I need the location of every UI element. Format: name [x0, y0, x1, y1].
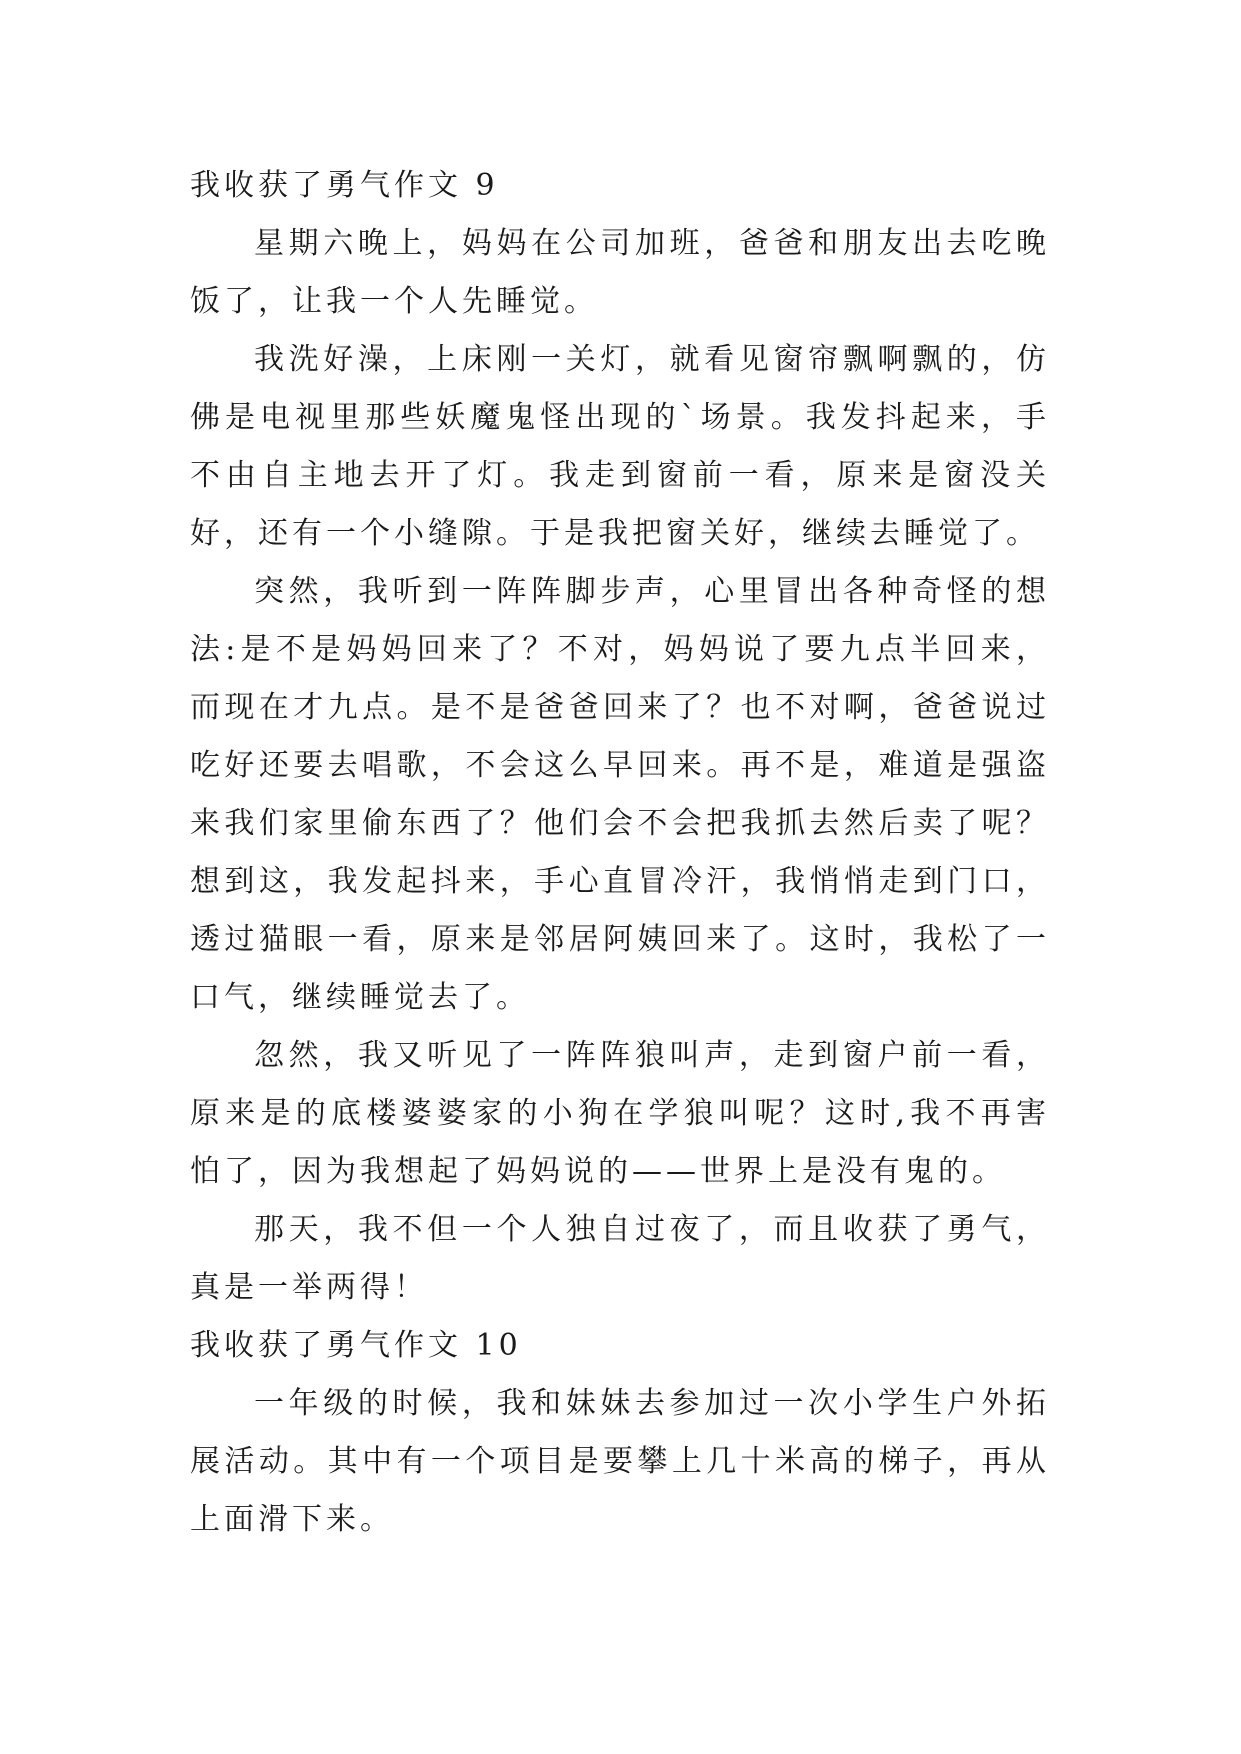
essay-heading: 我收获了勇气作文 9 [190, 168, 499, 203]
essay-heading: 我收获了勇气作文 10 [190, 1328, 522, 1363]
essay-paragraph: 星期六晚上，妈妈在公司加班，爸爸和朋友出去吃晚饭了，让我一个人先睡觉。 [190, 226, 1050, 319]
essay-paragraph: 突然，我听到一阵阵脚步声，心里冒出各种奇怪的想法:是不是妈妈回来了？不对，妈妈说了要九点半回来，而现在才九点。是不是爸爸回来了？也不对啊，爸爸说过吃好还要去唱歌，不会这么早回来。再不是，难道是强盗来我们家里偷东西了？他们会不会把我抓去然后卖了呢？想到这，我发起抖来，手心直冒冷汗，我悄悄走到门口，透过猫眼一看，原来是邻居阿姨回来了。这时，我松了一口气，继续睡觉去了。 [190, 574, 1050, 1015]
essay-paragraph: 忽然，我又听见了一阵阵狼叫声，走到窗户前一看，原来是的底楼婆婆家的小狗在学狼叫呢？这时,我不再害怕了，因为我想起了妈妈说的——世界上是没有鬼的。 [190, 1038, 1050, 1189]
essay-paragraph: 我洗好澡，上床刚一关灯，就看见窗帘飘啊飘的，仿佛是电视里那些妖魔鬼怪出现的`场景。我发抖起来，手不由自主地去开了灯。我走到窗前一看，原来是窗没关好，还有一个小缝隙。于是我把窗关好，继续去睡觉了。 [190, 342, 1050, 551]
essay-paragraph: 一年级的时候，我和妹妹去参加过一次小学生户外拓展活动。其中有一个项目是要攀上几十米高的梯子，再从上面滑下来。 [190, 1386, 1050, 1537]
document-page [190, 157, 1050, 1549]
essay-paragraph: 那天，我不但一个人独自过夜了，而且收获了勇气，真是一举两得！ [190, 1212, 1050, 1305]
